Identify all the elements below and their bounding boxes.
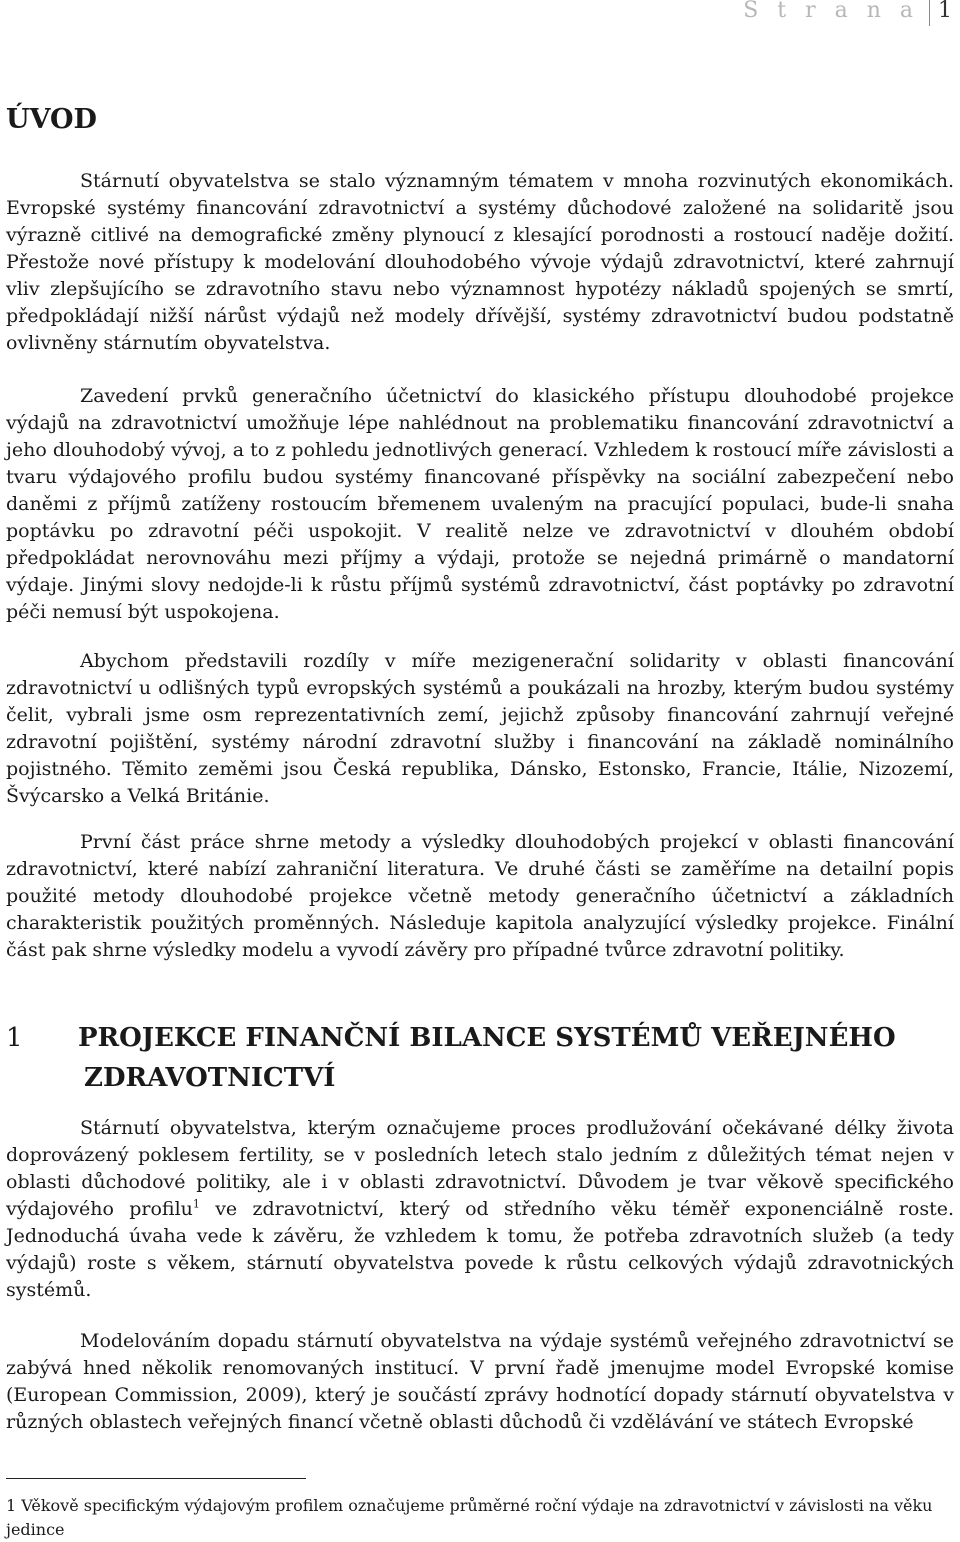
chapter-number: 1 — [6, 1023, 23, 1053]
footnote-text: Věkově specifickým výdajovým profilem označujeme průměrné roční výdaje na zdravotnictví v závislosti na věku jedince — [6, 1496, 933, 1539]
intro-title: ÚVOD — [6, 104, 97, 135]
page-header — [743, 0, 952, 26]
footnote-mark: 1 — [6, 1496, 17, 1515]
intro-paragraph-2-block — [6, 383, 954, 626]
header-divider — [929, 0, 930, 26]
intro-paragraph-3-block — [6, 648, 954, 810]
footnote-divider — [6, 1478, 306, 1479]
footnote-reference[interactable]: 1 — [192, 1197, 200, 1211]
chapter-heading — [6, 1018, 946, 1098]
chapter-paragraph-2-block — [6, 1328, 954, 1436]
page-number: 1 — [938, 0, 952, 23]
chapter-paragraph-1-end: ve zdravotnictví, který od středního věku téměř exponenciálně roste. Jednoduchá úvaha vede k závěru, že vzhledem k tomu, že potřeba zdravotních služeb (a tedy výdajů) roste s věkem, stárnutí obyvatelstva povede k růstu celkových výdajů zdravotnických systémů. — [6, 1198, 954, 1301]
chapter-paragraph-2: Modelováním dopadu stárnutí obyvatelstva na výdaje systémů veřejného zdravotnictví se zabývá hned několik renomovaných institucí. V první řadě jmenujme model Evropské komise (European Commission, 2009), který je součástí zprávy hodnotící dopady stárnutí obyvatelstva v různých oblastech veřejných financí včetně oblasti důchodů či vzdělávání ve státech Evropské — [6, 1330, 954, 1433]
intro-paragraph-1-block — [6, 168, 954, 357]
chapter-paragraph-1 — [6, 1115, 954, 1304]
chapter-title-line-1: PROJEKCE FINANČNÍ BILANCE SYSTÉMŮ VEŘEJNÉHO — [78, 1023, 896, 1053]
footnote — [6, 1494, 946, 1542]
intro-paragraph-3: Abychom představili rozdíly v míře mezigenerační solidarity v oblasti financování zdravotnictví u odlišných typů evropských systémů a poukázali na hrozby, kterým budou systémy čelit, vybrali jsme osm reprezentativních zemí, jejichž způsoby financování zahrnují veřejné zdravotní pojištění, systémy národní zdravotní služby i financování na základě nominálního pojistného. Těmito zeměmi jsou Česká republika, Dánsko, Estonsko, Francie, Itálie, Nizozemí, Švýcarsko a Velká Británie. — [6, 650, 954, 807]
chapter-paragraph-1-block — [6, 1115, 954, 1304]
chapter-paragraph-1-start: Stárnutí obyvatelstva, kterým označujeme proces prodlužování očekávané délky života doprovázený poklesem fertility, se v posledních letech stalo jedním z důležitých témat nejen v oblasti důchodové politiky, ale i v oblasti zdravotnictví. Důvodem je tvar věkově specifického výdajového profilu — [6, 1117, 954, 1220]
chapter-title-line-2: ZDRAVOTNICTVÍ — [84, 1063, 336, 1093]
page-label: S t r a n a — [743, 0, 919, 23]
intro-paragraph-1: Stárnutí obyvatelstva se stalo významným tématem v mnoha rozvinutých ekonomikách. Evropské systémy financování zdravotnictví a systémy důchodové založené na solidaritě jsou výrazně citlivé na demografické změny plynoucí z klesající porodnosti a rostoucí naděje dožití. Přestože nové přístupy k modelování dlouhodobého vývoje výdajů zdravotnictví, které zahrnují vliv zlepšujícího se zdravotního stavu nebo významnost hypotézy nákladů spojených se smrtí, předpokládají nižší nárůst výdajů než modely dřívější, systémy zdravotnictví budou podstatně ovlivněny stárnutím obyvatelstva. — [6, 170, 954, 354]
intro-paragraph-4: První část práce shrne metody a výsledky dlouhodobých projekcí v oblasti financování zdravotnictví, které nabízí zahraniční literatura. Ve druhé části se zaměříme na detailní popis použité metody dlouhodobé projekce včetně metody generačního účetnictví a základních charakteristik použitých proměnných. Následuje kapitola analyzující výsledky projekce. Finální část pak shrne výsledky modelu a vyvodí závěry pro případné tvůrce zdravotní politiky. — [6, 831, 954, 961]
intro-paragraph-2: Zavedení prvků generačního účetnictví do klasického přístupu dlouhodobé projekce výdajů na zdravotnictví umožňuje lépe nahlédnout na problematiku financování zdravotnictví a jeho dlouhodobý vývoj, a to z pohledu jednotlivých generací. Vzhledem k rostoucí míře závislosti a tvaru výdajového profilu budou systémy financované příspěvky na sociální zabezpečení nebo daněmi z příjmů zatíženy rostoucím břemenem uvaleným na pracující populaci, bude-li snaha poptávku po zdravotní péči uspokojit. V realitě nelze ve zdravotnictví v dlouhém období předpokládat nerovnováhu mezi příjmy a výdaji, protože se nejedná primárně o mandatorní výdaje. Jinými slovy nedojde-li k růstu příjmů systémů zdravotnictví, část poptávky po zdravotní péči nemusí být uspokojena. — [6, 385, 954, 623]
intro-paragraph-4-block — [6, 829, 954, 964]
